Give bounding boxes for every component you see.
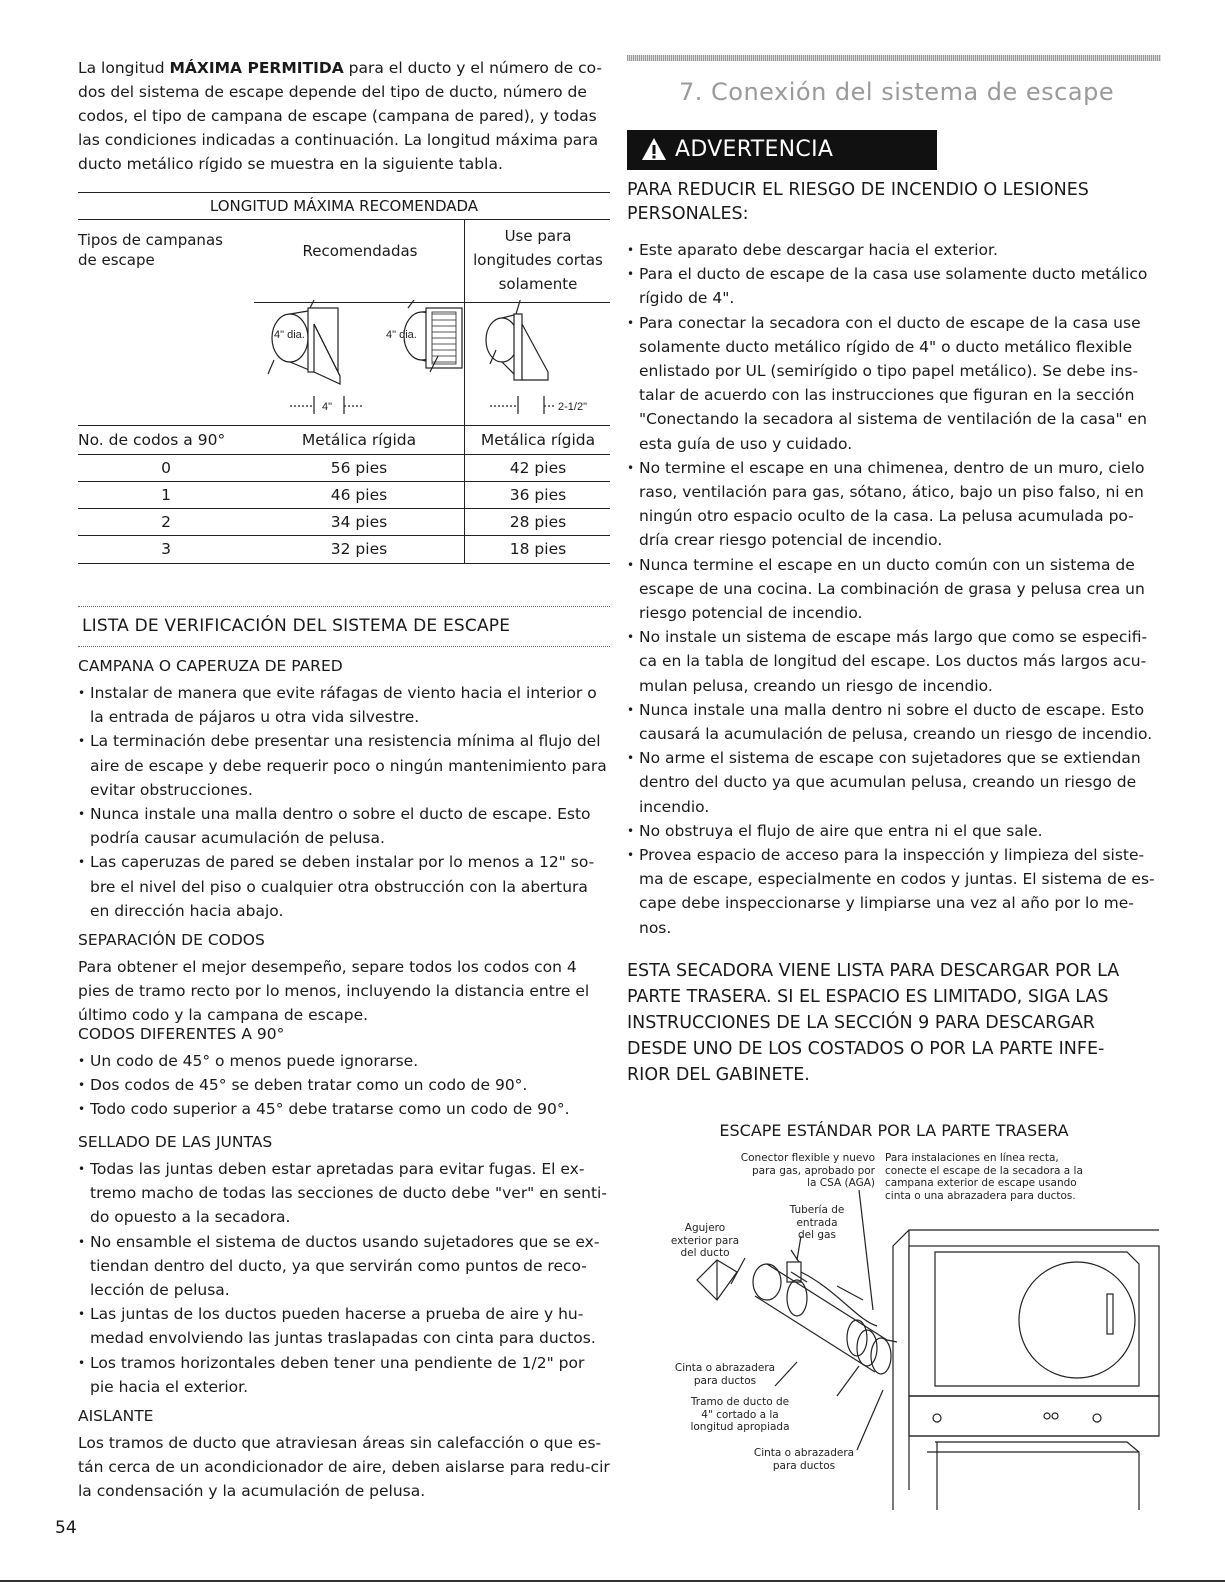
wall-hood-icon: [697, 1260, 737, 1300]
list-item: • No arme el sistema de escape con sujetadores que se extiendan dentro del ducto ya que acumulan pelusa, creando un riesgo de incendio.: [627, 746, 1161, 819]
cell: 36 pies: [509, 486, 567, 504]
table-row: [78, 482, 610, 508]
checklist-title: LISTA DE VERIFICACIÓN DEL SISTEMA DE ESCAPE: [82, 616, 511, 636]
caption-line: Tubería de: [789, 1204, 845, 1216]
warning-icon: [641, 137, 667, 161]
caption-line: Cinta o abrazadera: [753, 1447, 855, 1459]
non-90-elbows-title: CODOS DIFERENTES A 90°: [78, 1025, 285, 1043]
list-item: • Instalar de manera que evite ráfagas de viento hacia el interior o la entrada de pájaros u otra vida silvestre.: [78, 681, 610, 729]
page-number: 54: [55, 1518, 77, 1538]
intro-text-rest: para el ducto y el número de co-: [343, 59, 603, 77]
label-4in-dia-c: [504, 300, 535, 301]
list-item: • No obstruya el flujo de aire que entra ni el que sale.: [627, 819, 1161, 843]
table-title: LONGITUD MÁXIMA RECOMENDADA: [78, 192, 610, 220]
caption-line: cinta o una abrazadera para ductos.: [885, 1189, 1076, 1202]
list-item: • No ensamble el sistema de ductos usando sujetadores que se ex-tiendan dentro del ducto, ya que servirán como puntos de reco-lección de pelusa.: [78, 1230, 610, 1303]
cell: 3: [161, 540, 171, 558]
rear-exhaust-note: [627, 958, 1161, 1088]
elbow-spacing-title: SEPARACIÓN DE CODOS: [78, 931, 265, 949]
caption-line: para ductos: [693, 1374, 757, 1387]
length-table: [78, 192, 610, 558]
cell: Metálica rígida: [480, 431, 596, 449]
exhaust-duct-icon: [753, 1264, 897, 1374]
joint-sealing-list: [78, 1157, 610, 1399]
page-bottom-line: [0, 1580, 1225, 1582]
list-item: • Este aparato debe descargar hacia el exterior.: [627, 238, 1161, 262]
cell: 0: [161, 459, 171, 477]
caption-line: para ductos: [772, 1459, 836, 1472]
header-short-line1: Use para: [504, 227, 572, 245]
header-short-runs: [466, 224, 610, 296]
table-bottom-line: [78, 563, 610, 564]
warning-label: ADVERTENCIA: [675, 137, 834, 162]
note-line: DESDE UNO DE LOS COSTADOS O POR LA PARTE INFE-: [627, 1039, 1105, 1059]
short-hood-icon: [486, 314, 548, 380]
list-item: • Un codo de 45° o menos puede ignorarse.: [78, 1049, 610, 1073]
washer-dryer-icon: [893, 1230, 1159, 1510]
intro-paragraph: [78, 56, 610, 176]
label-4in-dia-b: 4" dia.: [386, 329, 417, 341]
cell: 28 pies: [509, 513, 567, 531]
caption-line: Agujero: [684, 1222, 726, 1234]
vent-hood-illustrations: [78, 300, 610, 424]
warning-list: [627, 238, 1161, 940]
caption-line: entrada: [796, 1216, 838, 1229]
wall-hood-title: CAMPANA O CAPERUZA DE PARED: [78, 657, 343, 675]
section-top-bar: [627, 55, 1161, 61]
list-item: • Para el ducto de escape de la casa use solamente ducto metálico rígido de 4".: [627, 262, 1161, 310]
caption-line: longitud apropiada: [690, 1421, 790, 1433]
caption-line: Para instalaciones en línea recta,: [885, 1152, 1059, 1164]
caption-line: campana exterior de escape usando: [885, 1177, 1077, 1189]
insulation-title: AISLANTE: [78, 1407, 154, 1425]
header-short-line3: solamente: [498, 275, 578, 293]
caption-line: para gas, aprobado por: [752, 1164, 875, 1177]
label-4in-dia: 4" dia.: [274, 329, 305, 341]
note-line: RIOR DEL GABINETE.: [627, 1065, 810, 1085]
dotted-rule: [78, 606, 610, 607]
cell: 1: [161, 486, 171, 504]
caption-line: Conector flexible y nuevo: [740, 1152, 875, 1164]
insulation-text: Los tramos de ducto que atraviesan áreas sin calefacción o que es-tán cerca de un acondicionador de aire, deben aislarse para redu-cir la condensación y la acumulación de pelusa.: [78, 1434, 610, 1500]
table-row: [78, 455, 610, 481]
caption-line: Cinta o abrazadera: [674, 1362, 776, 1374]
list-item: • Todo codo superior a 45° debe tratarse como un codo de 90°.: [78, 1097, 610, 1121]
list-item: • Los tramos horizontales deben tener una pendiente de 1/2" por pie hacia el exterior.: [78, 1351, 610, 1399]
label-4in: 4": [322, 401, 333, 413]
list-item: • La terminación debe presentar una resistencia mínima al flujo del aire de escape y debe requerir poco o ningún mantenimiento para evitar obstrucciones.: [78, 729, 610, 802]
note-line: PARTE TRASERA. SI EL ESPACIO ES LIMITADO, SIGA LAS: [627, 987, 1109, 1007]
header-vent-types-line2: de escape: [78, 251, 155, 269]
caption-line: Tramo de ducto de: [690, 1396, 790, 1408]
list-item: • Para conectar la secadora con el ducto de escape de la casa use solamente ducto metálico rígido de 4" o ducto metálico flexible enlistado por UL (semirígido o tipo papel metálico). Se debe ins-talar de acuerdo con las instrucciones que figuran en la sección "Conectando la secadora al sistema de ventilación de la casa" en esta guía de uso y cuidado.: [627, 311, 1161, 456]
list-item: • Nunca instale una malla dentro ni sobre el ducto de escape. Esto causará la acumulación de pelusa, creando un riesgo de incendio.: [627, 698, 1161, 746]
non-90-elbows-list: [78, 1049, 610, 1122]
vent-hood-figures: [78, 300, 610, 424]
intro-line: las condiciones indicadas a continuación. La longitud máxima para: [78, 131, 599, 149]
cell: No. de codos a 90°: [78, 431, 226, 449]
intro-line: codos, el tipo de campana de escape (campana de pared), y todas: [78, 107, 597, 125]
elbow-spacing-text: Para obtener el mejor desempeño, separe todos los codos con 4 pies de tramo recto por lo menos, incluyendo la distancia entre el último codo y la campana de escape.: [78, 958, 590, 1024]
warning-banner: [627, 130, 937, 170]
list-item: • No termine el escape en una chimenea, dentro de un muro, cielo raso, ventilación para gas, sótano, ático, bajo un piso falso, ni en ningún otro espacio oculto de la casa. La pelusa acumulada po-dría crear riesgo potencial de incendio.: [627, 456, 1161, 553]
header-vent-types-line1: Tipos de campanas: [78, 231, 223, 249]
intro-text-pre: La longitud: [78, 59, 170, 77]
intro-line: dos del sistema de escape depende del tipo de ducto, número de: [78, 83, 587, 101]
list-item: • No instale un sistema de escape más largo que como se especifi-ca en la tabla de longitud del escape. Los ductos más largos acu-mulan pelusa, creando un riesgo de incendio.: [627, 625, 1161, 698]
figure-title: ESCAPE ESTÁNDAR POR LA PARTE TRASERA: [719, 1121, 1069, 1140]
list-item: • Todas las juntas deben estar apretadas para evitar fugas. El ex-tremo macho de todas las secciones de ducto debe "ver" en senti-do opuesto a la secadora.: [78, 1157, 610, 1230]
intro-bold: MÁXIMA PERMITIDA: [169, 59, 344, 77]
table-header: [78, 220, 610, 300]
list-item: • Dos codos de 45° se deben tratar como un codo de 90°.: [78, 1073, 610, 1097]
cell: Metálica rígida: [301, 431, 417, 449]
caption-line: del ducto: [680, 1247, 730, 1259]
cell: 18 pies: [509, 540, 567, 558]
warning-heading: PARA REDUCIR EL RIESGO DE INCENDIO O LESIONES PERSONALES:: [627, 180, 1089, 224]
row-divider: [78, 425, 610, 426]
caption-line: la CSA (AGA): [807, 1177, 875, 1189]
cell: 46 pies: [330, 486, 388, 504]
joint-sealing-title: SELLADO DE LAS JUNTAS: [78, 1133, 273, 1151]
header-short-line2: longitudes cortas: [473, 251, 603, 269]
cell: 32 pies: [330, 540, 388, 558]
cell: 34 pies: [330, 513, 388, 531]
table-header-row: [78, 427, 610, 453]
caption-line: del gas: [798, 1229, 836, 1241]
label-2-1-2in: 2-1/2": [558, 401, 587, 413]
cell: 56 pies: [330, 459, 388, 477]
caption-line: 4" cortado a la: [701, 1408, 779, 1421]
cell: 2: [161, 513, 171, 531]
list-item: • Nunca termine el escape en un ducto común con un sistema de escape de una cocina. La combinación de grasa y pelusa crea un riesgo potencial de incendio.: [627, 553, 1161, 626]
note-line: INSTRUCCIONES DE LA SECCIÓN 9 PARA DESCARGAR: [627, 1013, 1095, 1033]
list-item: • Las juntas de los ductos pueden hacerse a prueba de aire y hu-medad envolviendo las juntas traslapadas con cinta para ductos.: [78, 1302, 610, 1350]
section-title: 7. Conexión del sistema de escape: [679, 78, 1115, 106]
caption-line: exterior para: [670, 1234, 740, 1247]
cell: 42 pies: [509, 459, 567, 477]
table-row: [78, 536, 610, 562]
list-item: • Nunca instale una malla dentro o sobre el ducto de escape. Esto podría causar acumulación de pelusa.: [78, 802, 610, 850]
table-row: [78, 509, 610, 535]
louvered-hood-icon: [272, 308, 340, 384]
note-line: ESTA SECADORA VIENE LISTA PARA DESCARGAR POR LA: [627, 961, 1120, 981]
dotted-rule: [78, 646, 610, 647]
list-item: • Las caperuzas de pared se deben instalar por lo menos a 12" so-bre el nivel del piso o cualquier otra obstrucción con la abertura en dirección hacia abajo.: [78, 850, 610, 923]
caption-flex-connector: [715, 1152, 875, 1190]
intro-line: ducto metálico rígido se muestra en la siguiente tabla.: [78, 155, 503, 173]
header-recommended: Recomendadas: [302, 242, 418, 260]
wall-hood-list: [78, 681, 610, 923]
list-item: • Provea espacio de acceso para la inspección y limpieza del siste-ma de escape, especialmente en codos y juntas. El sistema de es-cape debe inspeccionarse y limpiarse una vez al año por lo me-nos.: [627, 843, 1161, 940]
caption-line: conecte el escape de la secadora a la: [885, 1164, 1083, 1177]
header-vent-types: [78, 230, 223, 270]
rear-exhaust-illustration: [684, 1190, 1161, 1510]
